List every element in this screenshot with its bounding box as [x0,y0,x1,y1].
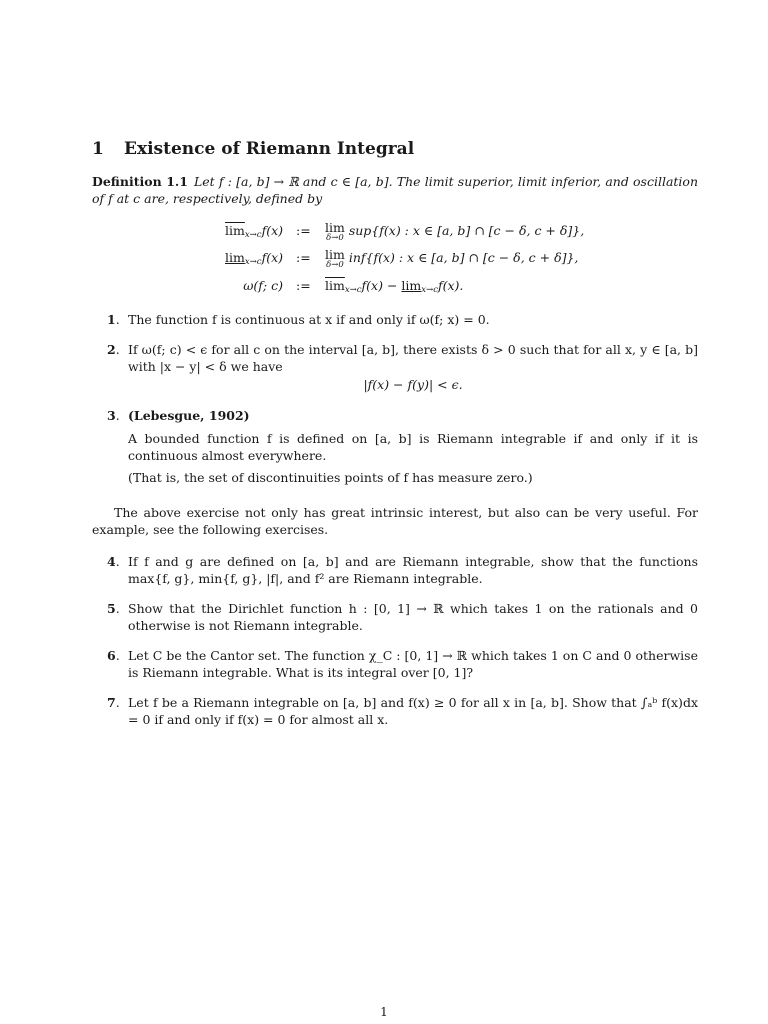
section-heading [92,138,414,160]
item-number: 1. [107,312,120,327]
rhs-expression: sup{f(x) : x ∈ [a, b] ∩ [c − δ, c + δ]}, [348,223,585,238]
item-number-value: 4 [107,554,116,569]
item-text: The function f is continuous at x if and only if ω(f; x) = 0. [128,312,490,327]
item-note: (That is, the set of discontinuities points of f has measure zero.) [128,470,533,485]
item-number: 3. [107,408,120,423]
defined-as-operator: := [296,250,311,265]
item-number-value: 2 [107,342,116,357]
list-item [92,553,698,587]
list-item [92,311,698,328]
item-number: 2. [107,342,120,357]
theorem-heading: (Lebesgue, 1902) [128,408,250,423]
limsup-symbol: $\overline{lim}$ [325,278,345,293]
item-number-value: 6 [107,648,116,663]
limit-underscript: δ→0 [326,260,344,270]
limit-subscript: x→c [244,230,262,240]
section-number: 1 [92,139,104,159]
lhs-function: f(x) [261,250,283,265]
equation-limsup [0,222,768,244]
item-text: A bounded function f is defined on [a, b] is Riemann integrable if and only if it is continuous almost everywhere. [128,431,698,463]
limit-subscript: x→c [344,285,362,295]
definition-block [92,173,698,207]
rhs-expression: inf{f(x) : x ∈ [a, b] ∩ [c − δ, c + δ]}, [348,250,579,265]
equation-oscillation [0,277,768,299]
equation-rhs [325,222,584,243]
item-number-value: 3 [107,408,116,423]
equation-liminf [0,249,768,271]
limit-subscript: x→c [421,285,438,295]
item-text: If f and g are defined on [a, b] and are Riemann integrable, show that the functions max{f, g}, min{f, g}, |f|, and f² are Riemann integrable. [128,554,698,586]
limit-operator [325,222,345,243]
limit-operator [325,249,345,270]
defined-as-operator: := [296,223,311,238]
limsup-symbol: $\overline{lim}$ [225,223,245,238]
item-number: 5. [107,601,120,616]
limit-word: lim [325,220,345,235]
equation-rhs [325,277,463,299]
list-item [92,600,698,634]
item-number-value: 5 [107,601,116,616]
equation-rhs [325,249,578,270]
definition-text: Let f : [a, b] → ℝ and c ∈ [a, b]. The limit superior, limit inferior, and oscillation of f at c are, respectively, defined by [92,174,698,206]
limit-word: lim [325,247,345,262]
limit-underscript: δ→0 [326,233,344,243]
item-text: Let f be a Riemann integrable on [a, b] and f(x) ≥ 0 for all x in [a, b]. Show that ∫ₐᵇ f(x)dx = 0 if and only if f(x) = 0 for almost all x. [128,695,698,727]
liminf-symbol: lim [401,278,422,293]
equation-lhs [225,222,283,244]
body-paragraph: The above exercise not only has great intrinsic interest, but also can be very useful. For example, see the following exercises. [92,505,698,537]
item-text: If ω(f; c) < ϵ for all c on the interval [a, b], there exists δ > 0 such that for all x, y ∈ [a, b] with |x − y| < δ we have [128,342,698,374]
list-item [92,341,698,393]
list-item [92,694,698,728]
rhs-function-a: f(x) − [361,278,398,293]
rhs-function-b: f(x). [437,278,464,293]
limit-subscript: x→c [244,257,262,267]
page-number: 1 [380,1005,388,1019]
item-number: 6. [107,648,120,663]
item-text: Show that the Dirichlet function h : [0, 1] → ℝ which takes 1 on the rationals and 0 otherwise is not Riemann integrable. [128,601,698,633]
list-item [92,407,698,486]
item-number-value: 7 [107,695,116,710]
equation-lhs: ω(f; c) [243,278,283,293]
list-item [92,647,698,681]
definition-label: Definition 1.1 [92,174,188,189]
liminf-symbol: lim [225,250,245,265]
lhs-function: f(x) [261,223,283,238]
item-number: 7. [107,695,120,710]
equation-lhs [225,249,283,271]
defined-as-operator: := [296,278,311,293]
section-title: Existence of Riemann Integral [124,139,415,159]
item-number: 4. [107,554,120,569]
display-inequality: |f(x) − f(y)| < ϵ. [363,377,463,392]
item-number-value: 1 [107,312,116,327]
item-text: Let C be the Cantor set. The function χ_C : [0, 1] → ℝ which takes 1 on C and 0 otherwise is Riemann integrable. What is its integral over [0, 1]? [128,648,698,680]
